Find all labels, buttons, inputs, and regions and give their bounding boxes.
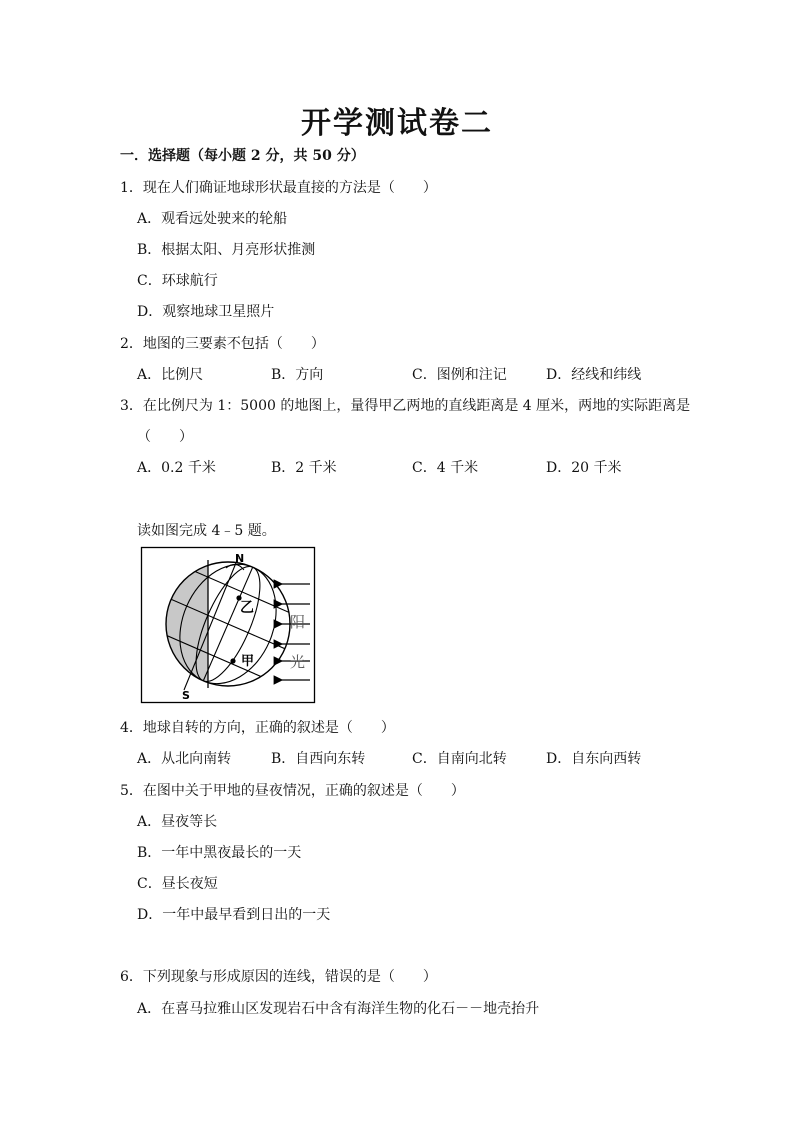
question-2-option-a: A．比例尺 bbox=[137, 367, 204, 383]
earth-illumination-figure bbox=[140, 546, 316, 704]
question-4-option-c: C．自南向北转 bbox=[412, 751, 507, 767]
question-5-option-b: B．一年中黑夜最长的一天 bbox=[137, 845, 302, 861]
question-3-option-c: C．4 千米 bbox=[412, 460, 479, 476]
south-pole-label: S bbox=[182, 689, 190, 702]
question-5-option-d: D．一年中最早看到日出的一天 bbox=[137, 907, 331, 923]
question-5-option-a: A．昼夜等长 bbox=[137, 814, 218, 830]
question-4-stem: 4．地球自转的方向，正确的叙述是（ ） bbox=[120, 720, 395, 736]
question-4-option-b: B．自西向东转 bbox=[271, 751, 366, 767]
question-3-stem: 3．在比例尺为 1：5000 的地图上，量得甲乙两地的直线距离是 4 厘米，两地的实际距离是 bbox=[120, 398, 691, 414]
point-jia bbox=[230, 658, 235, 663]
question-6-option-a: A．在喜马拉雅山区发现岩石中含有海洋生物的化石－－地壳抬升 bbox=[137, 1001, 540, 1017]
question-4-option-d: D．自东向西转 bbox=[546, 751, 642, 767]
question-3-stem-continued: （ ） bbox=[137, 429, 193, 445]
read-figure-prompt: 读如图完成 4﹣5 题。 bbox=[137, 523, 276, 539]
question-2-stem: 2．地图的三要素不包括（ ） bbox=[120, 336, 325, 352]
point-jia-label: 甲 bbox=[241, 654, 255, 669]
question-1-option-a: A．观看远处驶来的轮船 bbox=[137, 211, 288, 227]
north-pole-label: N bbox=[235, 552, 245, 565]
page-title: 开学测试卷二 bbox=[301, 106, 493, 141]
question-2-option-d: D．经线和纬线 bbox=[546, 367, 642, 383]
point-yi-label: 乙 bbox=[240, 600, 254, 616]
question-1-stem: 1．现在人们确证地球形状最直接的方法是（ ） bbox=[120, 180, 437, 196]
question-5-stem: 5．在图中关于甲地的昼夜情况，正确的叙述是（ ） bbox=[120, 783, 465, 799]
question-3-option-b: B．2 千米 bbox=[271, 460, 337, 476]
question-2-option-c: C．图例和注记 bbox=[412, 367, 507, 383]
sunlight-label-2: 光 bbox=[290, 653, 306, 671]
question-4-option-a: A．从北向南转 bbox=[137, 751, 232, 767]
question-1-option-c: C．环球航行 bbox=[137, 273, 218, 289]
question-1-option-b: B．根据太阳、月亮形状推测 bbox=[137, 242, 316, 258]
question-1-option-d: D．观察地球卫星照片 bbox=[137, 304, 275, 320]
question-5-option-c: C．昼长夜短 bbox=[137, 876, 218, 892]
question-3-option-d: D．20 千米 bbox=[546, 460, 622, 476]
question-2-option-b: B．方向 bbox=[271, 367, 324, 383]
question-3-option-a: A．0.2 千米 bbox=[137, 460, 216, 476]
section-heading: 一．选择题（每小题 2 分，共 50 分） bbox=[120, 148, 365, 164]
sunlight-label-1: 阳 bbox=[290, 613, 306, 631]
question-6-stem: 6．下列现象与形成原因的连线，错误的是（ ） bbox=[120, 969, 437, 985]
